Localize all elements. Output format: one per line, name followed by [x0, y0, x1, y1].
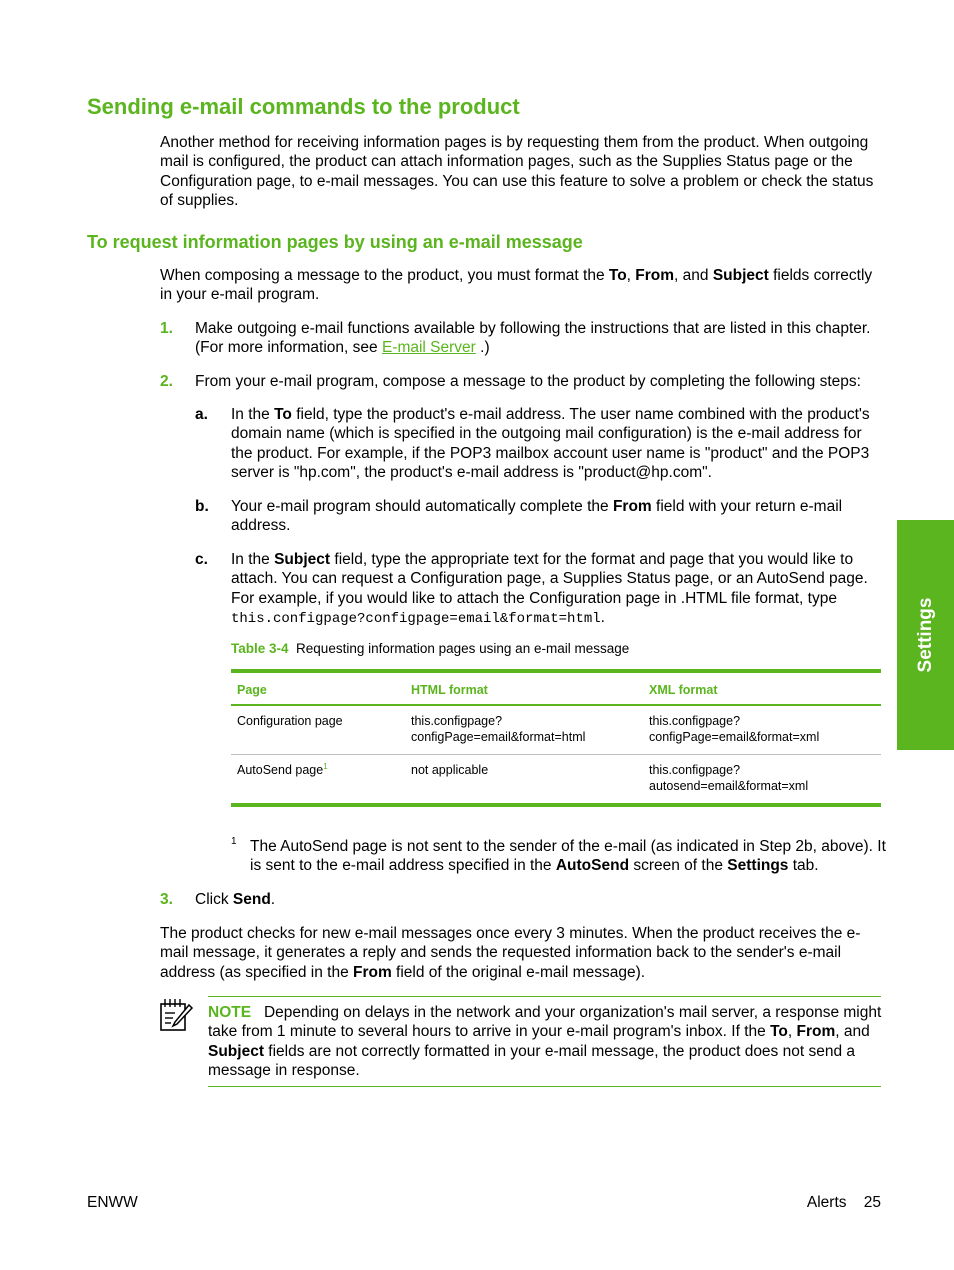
- cell-line: this.configpage?: [411, 714, 503, 728]
- text-run: ,: [626, 267, 636, 284]
- text-run: field, type the appropriate text for the format and page that you would like to attach. You can request a Configuration page, a Supplies Status page, or an AutoSend page. For example, if you would like to attach the Configuration page in .HTML file format, type: [231, 551, 868, 607]
- bold-from: From: [353, 963, 392, 981]
- substep-b-text: [231, 497, 882, 536]
- substep-c-label: c.: [195, 551, 208, 568]
- text-run: field, type the product's e-mail address. The user name combined with the product's domain name (which is specified in the outgoing mail configuration) is the e-mail address for the product. For example, if the POP3 mailbox account user name is "product" and the POP3 server is "hp.com", the product's e-mail address is "product@hp.com".: [231, 406, 870, 481]
- bold-from: From: [796, 1023, 836, 1041]
- table-cell: [405, 705, 643, 755]
- text-run: field with your return e-mail address.: [231, 498, 843, 535]
- bold-to: To: [274, 406, 292, 423]
- text-run: ,: [787, 1023, 797, 1041]
- step-2-text: From your e-mail program, compose a message to the product by completing the following steps:: [195, 373, 861, 390]
- settings-side-tab: [897, 520, 954, 750]
- text-run: field of the original e-mail message).: [391, 963, 646, 981]
- cell-line: this.configpage?: [649, 763, 741, 777]
- text-run: Click: [195, 891, 233, 908]
- table-cell: [643, 705, 881, 755]
- text-run: screen of the: [629, 857, 728, 875]
- text-run: Depending on delays in the network and your organization's mail server, a response might take from 1 minute to several hours to arrive in your e-mail program's inbox. If the: [208, 1004, 882, 1041]
- bold-send: Send: [232, 891, 271, 908]
- intro-paragraph: Another method for receiving information pages is by requesting them from the product. When outgoing mail is configured, the product can attach information pages, such as the Supplies Status page or the Configuration page, to e-mail messages. You can use this feature to solve a problem or check the status of supplies.: [160, 134, 874, 209]
- substep-c-text: [231, 550, 886, 629]
- footnote-mark: 1: [231, 836, 237, 847]
- table-row: [231, 755, 881, 806]
- closing-paragraph: [160, 924, 882, 982]
- table-caption: [231, 640, 629, 658]
- table-caption-text: Requesting information pages using an e-mail message: [296, 641, 630, 656]
- note-text: [208, 1003, 883, 1080]
- note-label: NOTE: [208, 1004, 252, 1021]
- section-heading: To request information pages by using an e-mail message: [87, 232, 583, 252]
- column-header-page: Page: [231, 671, 405, 705]
- bold-subject: Subject: [712, 267, 769, 284]
- bold-from: From: [612, 498, 652, 515]
- table-cell: not applicable: [405, 755, 643, 806]
- substep-a-label: a.: [195, 406, 208, 423]
- column-header-html: HTML format: [405, 671, 643, 705]
- email-server-link[interactable]: E-mail Server: [381, 339, 476, 357]
- step-1-text: [195, 319, 885, 358]
- text-run: .: [270, 891, 276, 908]
- table-cell: [643, 755, 881, 806]
- cell-line: configPage=email&format=xml: [649, 730, 820, 744]
- step-3-text: [195, 890, 795, 909]
- text-run: .: [600, 608, 605, 626]
- table-cell: [231, 755, 405, 806]
- cell-line: this.configpage?: [649, 714, 741, 728]
- bold-to: To: [608, 267, 627, 284]
- note-top-rule: [208, 996, 881, 997]
- table-caption-label: Table 3-4: [231, 641, 289, 656]
- page-title: Sending e-mail commands to the product: [87, 94, 520, 119]
- footer-section: Alerts: [806, 1194, 847, 1211]
- footnote-ref: 1: [323, 761, 328, 771]
- cell-line: autosend=email&format=xml: [649, 779, 809, 793]
- bold-settings: Settings: [727, 857, 789, 875]
- table-cell: Configuration page: [231, 705, 405, 755]
- code-sample: this.configpage?configpage=email&format=html: [231, 610, 601, 627]
- table-row: [231, 705, 881, 755]
- text-run: .): [475, 339, 490, 357]
- note-pencil-icon: [158, 997, 194, 1033]
- text-run: The product checks for new e-mail messages once every 3 minutes. When the product receives the e-mail message, it generates a reply and sends the requested information back to the sender's e-mail address (as specified in the: [160, 925, 861, 981]
- text-run: , and: [674, 267, 713, 284]
- cell-line: AutoSend page: [237, 763, 324, 777]
- bold-from: From: [635, 267, 675, 284]
- bold-subject: Subject: [208, 1042, 264, 1060]
- step-1-number: 1.: [160, 320, 173, 337]
- composing-paragraph: [160, 266, 882, 305]
- bold-subject: Subject: [274, 551, 331, 568]
- text-run: Make outgoing e-mail functions available by following the instructions that are listed in this chapter. (For more information, see: [195, 320, 871, 357]
- column-header-xml: XML format: [643, 671, 881, 705]
- step-2-number: 2.: [160, 373, 173, 390]
- side-tab-label: Settings: [914, 597, 936, 673]
- substep-a-text: [231, 405, 882, 482]
- footer-right: [807, 1193, 881, 1212]
- page-number: 25: [863, 1194, 881, 1211]
- text-run: , and: [835, 1023, 870, 1041]
- text-run: fields are not correctly formatted in your e-mail message, the product does not send a message in response.: [208, 1042, 856, 1079]
- text-run: tab.: [788, 857, 819, 875]
- text-run: When composing a message to the product, you must format the: [160, 267, 609, 284]
- note-bottom-rule: [208, 1086, 881, 1087]
- bold-to: To: [770, 1023, 788, 1041]
- table-header-row: [231, 671, 881, 705]
- text-run: In the: [231, 406, 275, 423]
- substep-b-label: b.: [195, 498, 209, 515]
- bold-autosend: AutoSend: [555, 857, 630, 875]
- step-3-number: 3.: [160, 891, 173, 908]
- text-run: Your e-mail program should automatically complete the: [231, 498, 613, 515]
- text-run: In the: [231, 551, 275, 568]
- footnote-text: [250, 837, 890, 876]
- info-pages-table: [231, 669, 881, 807]
- text-run: fields correctly in your e-mail program.: [160, 267, 873, 304]
- footer-left: ENWW: [87, 1194, 138, 1211]
- text-run: The AutoSend page is not sent to the sender of the e-mail (as indicated in Step 2b, above). It is sent to the e-mail address specified in the: [250, 838, 886, 875]
- cell-line: configPage=email&format=html: [411, 730, 586, 744]
